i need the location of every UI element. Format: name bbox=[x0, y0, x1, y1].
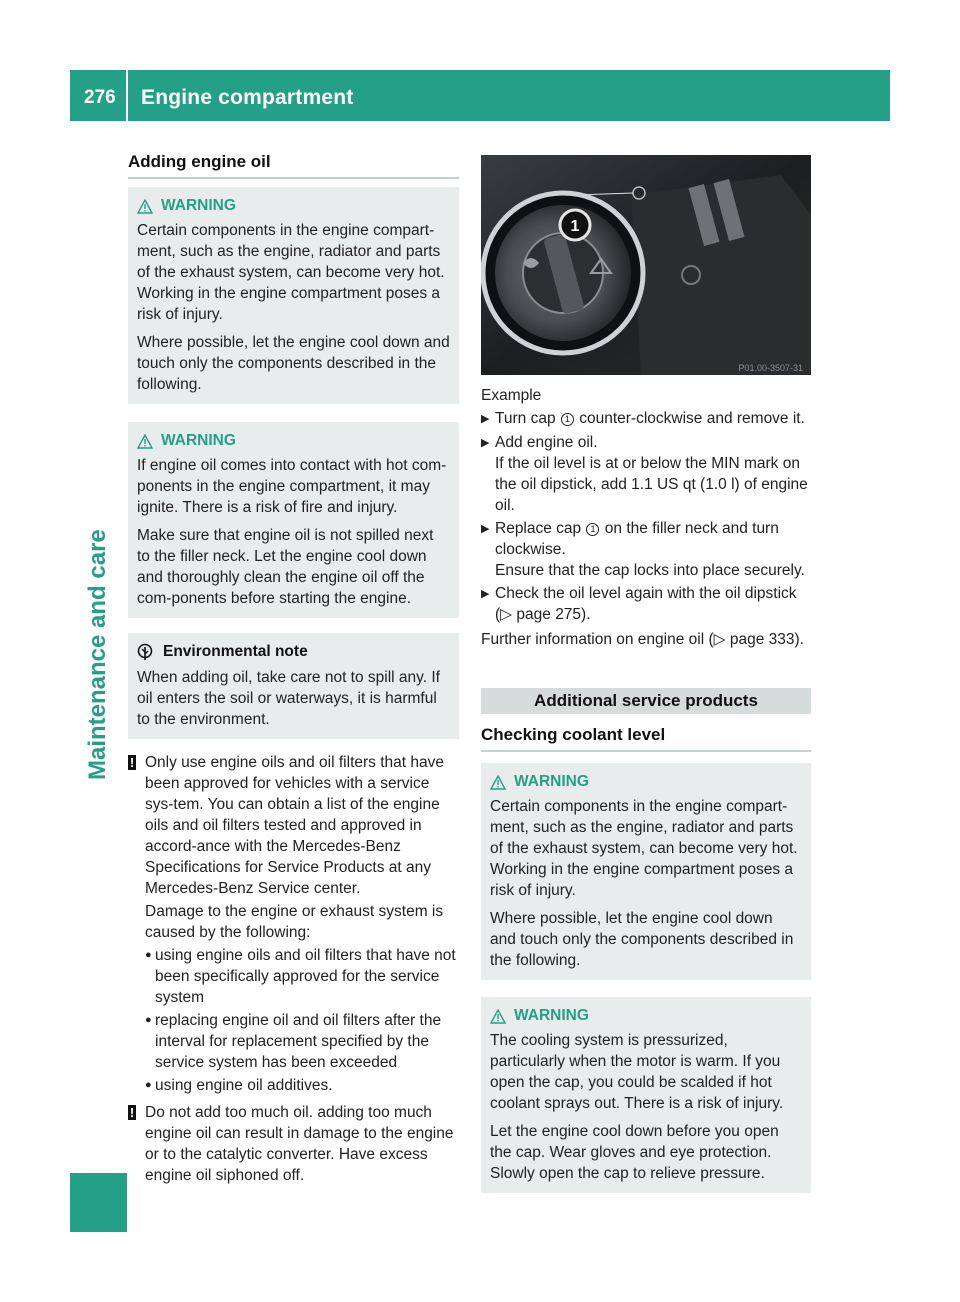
list-item bbox=[145, 1075, 459, 1096]
page-ref-arrow-icon: ▷ bbox=[713, 631, 726, 648]
exclamation-icon: ! bbox=[129, 755, 135, 770]
warning-header bbox=[137, 430, 450, 452]
bullet-icon: ● bbox=[145, 1014, 152, 1026]
warning-label: WARNING bbox=[514, 773, 589, 790]
warning-box-hot-components bbox=[481, 763, 811, 980]
page-number: 276 bbox=[84, 87, 116, 108]
side-tab bbox=[83, 160, 113, 780]
step-text: Turn cap bbox=[495, 410, 560, 427]
step-item bbox=[481, 518, 811, 581]
warning-triangle-icon bbox=[137, 199, 153, 214]
side-tab-label: Maintenance and care bbox=[84, 529, 111, 780]
warning-text: The cooling system is pressurized, particularly when the motor is warm. If you open the cap, you could be scalded if hot coolant sprays out. There is a risk of injury. bbox=[490, 1032, 784, 1112]
engine-oil-cap-photo bbox=[481, 155, 811, 375]
notice-text: Only use engine oils and oil filters that have been approved for vehicles with a service sys-tem. You can obtain a list of the engine oils and oil filters tested and approved in accord-ance with the Mercedes-Benz Specifications for Service Products at any Mercedes-Benz Service center. bbox=[145, 754, 444, 897]
page-reference-link[interactable]: page 275). bbox=[512, 606, 591, 623]
step-text: on the filler neck and turn clockwise. bbox=[495, 520, 779, 558]
right-column bbox=[481, 155, 811, 1193]
step-text: counter-clockwise and remove it. bbox=[574, 410, 805, 427]
warning-text: Certain components in the engine compart-ment, such as the engine, radiator and parts of the exhaust system, can become very hot. Working in the engine compartment poses a risk of injury. bbox=[137, 222, 445, 323]
photo-caption: Example bbox=[481, 387, 542, 404]
notice-text: Do not add too much oil. adding too much engine oil can result in damage to the engine or to the catalytic converter. Have excess engine oil siphoned off. bbox=[145, 1104, 454, 1184]
warning-text: Certain components in the engine compart-ment, such as the engine, radiator and parts of the exhaust system, can become very hot. Working in the engine compartment poses a risk of injury. bbox=[490, 798, 798, 899]
further-info bbox=[481, 629, 811, 650]
page-title: Engine compartment bbox=[141, 86, 354, 109]
step-arrow-icon: ▶ bbox=[481, 588, 490, 600]
warning-text: Where possible, let the engine cool down and touch only the components described in the following. bbox=[137, 334, 450, 393]
step-arrow-icon: ▶ bbox=[481, 523, 490, 535]
list-item bbox=[145, 1010, 459, 1073]
environmental-note-text: When adding oil, take care not to spill any. If oil enters the soil or waterways, it is harmful to the environment. bbox=[137, 669, 440, 728]
list-item-text: replacing engine oil and oil filters after the interval for replacement specified by the service system has been exceeded bbox=[155, 1012, 442, 1071]
warning-triangle-icon bbox=[490, 1009, 506, 1024]
warning-header bbox=[137, 195, 450, 217]
warning-text: Where possible, let the engine cool down and touch only the components described in the following. bbox=[490, 910, 794, 969]
warning-box-oil-fire bbox=[128, 422, 459, 618]
page-ref-arrow-icon: ▷ bbox=[500, 606, 513, 623]
bullet-icon: ● bbox=[145, 1079, 152, 1091]
left-column bbox=[128, 150, 459, 1186]
warning-header bbox=[490, 1005, 802, 1027]
side-tab-block bbox=[70, 1173, 127, 1232]
environmental-note-header bbox=[137, 641, 450, 662]
step-note: If the oil level is at or below the MIN mark on the oil dipstick, add 1.1 US qt (1.0 l) of engine oil. bbox=[495, 455, 808, 514]
warning-label: WARNING bbox=[161, 197, 236, 214]
environment-note-icon bbox=[137, 643, 153, 661]
warning-header bbox=[490, 771, 802, 793]
bullet-icon: ● bbox=[145, 949, 152, 961]
page-reference-link[interactable]: page 333). bbox=[725, 631, 804, 648]
step-note: Ensure that the cap locks into place securely. bbox=[495, 562, 805, 579]
notice-text: Damage to the engine or exhaust system is caused by the following: bbox=[145, 903, 444, 941]
exclamation-icon: ! bbox=[129, 1105, 135, 1120]
photo-reference-code: P01.00-3507-31 bbox=[738, 363, 803, 373]
warning-text: If engine oil comes into contact with hot com-ponents in the engine compartment, it may ignite. There is a risk of fire and injury. bbox=[137, 457, 447, 516]
step-item bbox=[481, 408, 811, 430]
list-item-text: using engine oil additives. bbox=[155, 1077, 333, 1094]
section-heading-adding-oil: Adding engine oil bbox=[128, 150, 459, 179]
step-text: Check the oil level again with the oil dipstick ( bbox=[495, 585, 797, 623]
warning-label: WARNING bbox=[161, 432, 236, 449]
warning-box-hot-components bbox=[128, 187, 459, 404]
list-item bbox=[145, 945, 459, 1008]
warning-box-pressurized-coolant bbox=[481, 997, 811, 1193]
step-arrow-icon: ▶ bbox=[481, 413, 490, 425]
step-arrow-icon: ▶ bbox=[481, 437, 490, 449]
warning-label: WARNING bbox=[514, 1007, 589, 1024]
list-item-text: using engine oils and oil filters that have not been specifically approved for the service system bbox=[155, 947, 456, 1006]
step-item bbox=[481, 432, 811, 516]
warning-triangle-icon bbox=[137, 434, 153, 449]
step-item bbox=[481, 583, 811, 625]
warning-triangle-icon bbox=[490, 775, 506, 790]
header-divider bbox=[126, 70, 128, 121]
photo-callout-number: 1 bbox=[570, 218, 580, 235]
step-text: Add engine oil. bbox=[495, 434, 598, 451]
callout-number: 1 bbox=[586, 523, 599, 536]
environmental-note-box bbox=[128, 633, 459, 739]
engine-photo-illustration bbox=[481, 155, 811, 375]
further-info-text: Further information on engine oil ( bbox=[481, 631, 714, 648]
step-text: Replace cap bbox=[495, 520, 586, 537]
section-heading-coolant: Checking coolant level bbox=[481, 723, 811, 752]
notice-approved-oils bbox=[128, 752, 459, 1096]
warning-text: Make sure that engine oil is not spilled next to the filler neck. Let the engine cool down and thoroughly clean the engine oil off the com-ponents before starting the engine. bbox=[137, 527, 434, 607]
warning-text: Let the engine cool down before you open the cap. Wear gloves and eye protection. Slowly open the cap to relieve pressure. bbox=[490, 1123, 779, 1182]
notice-overfill bbox=[128, 1102, 459, 1186]
callout-number: 1 bbox=[561, 413, 574, 426]
section-band-additional-service: Additional service products bbox=[481, 688, 811, 714]
environmental-note-label: Environmental note bbox=[163, 643, 308, 660]
